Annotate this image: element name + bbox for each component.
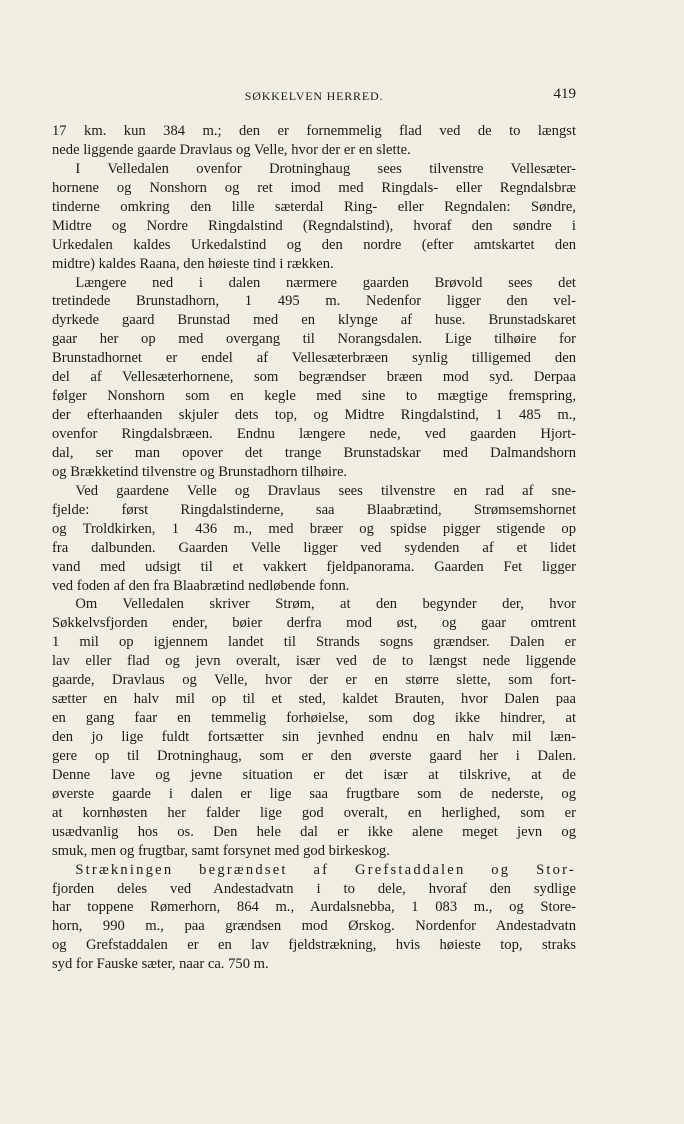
text-line: Brunstadhornet er endel af Vellesæterbræen synlig tilligemed den — [52, 350, 576, 367]
text-line: smuk, men og frugtbar, samt forsynet med god birkeskog. — [52, 842, 390, 859]
text-line: fra dalbunden. Gaarden Velle ligger ved sydenden af et lidet — [52, 539, 576, 556]
text-line: følger Nonshorn som en kegle med sine to mægtige fremspring, — [52, 388, 576, 405]
text-line: vand med udsigt til et vakkert fjeldpanorama. Gaarden Fet ligger — [52, 558, 576, 575]
text-line: Om Velledalen skriver Strøm, at den begynder der, hvor — [75, 596, 576, 613]
text-line: og Troldkirken, 1 436 m., med bræer og spidse pigger stigende op — [52, 520, 576, 537]
page-header — [52, 86, 576, 108]
text-line: fjorden deles ved Andestadvatn i to dele, hvoraf den sydlige — [52, 880, 576, 897]
text-line: lav eller flad og jevn overalt, især ved de to længst nede liggende — [52, 653, 576, 670]
text-line: ved foden af den fra Blaabrætind nedløbende fonn. — [52, 577, 350, 594]
text-line: Denne lave og jevne situation er det især at tilskrive, at de — [52, 766, 576, 783]
page-number: 419 — [553, 86, 576, 102]
text-line: Midtre og Nordre Ringdalstind (Regndalstind), hvoraf den søndre i — [52, 217, 576, 234]
text-line: I Velledalen ovenfor Drotninghaug sees tilvenstre Vellesæter- — [75, 160, 576, 177]
running-title: SØKKELVEN HERRED. — [244, 89, 384, 103]
text-line: syd for Fauske sæter, naar ca. 750 m. — [52, 956, 269, 973]
text-line: Urkedalen kaldes Urkedalstind og den nordre (efter amtskartet den — [52, 236, 576, 253]
text-line: og Grefstaddalen er en lav fjeldstrækning, hvis høieste top, straks — [52, 937, 576, 954]
text-line: hornene og Nonshorn og ret imod med Ringdals- eller Regndalsbræ — [52, 179, 576, 196]
text-line: tretindede Brunstadhorn, 1 495 m. Nedenfor ligger den vel- — [52, 293, 576, 310]
text-line: dal, ser man opover det trange Brunstadskar med Dalmandshorn — [52, 444, 576, 461]
text-line: der efterhaanden skjuler dets top, og Midtre Ringdalstind, 1 485 m., — [52, 407, 576, 424]
text-line: midtre) kaldes Raana, den høieste tind i rækken. — [52, 255, 334, 272]
text-line: sætter en halv mil op til et sted, kaldet Brauten, hvor Dalen paa — [52, 691, 576, 708]
text-line: dyrkede gaard Brunstad med en klynge af huse. Brunstadskaret — [52, 312, 576, 329]
text-line: gaar her op med overgang til Norangsdalen. Lige tilhøire for — [52, 331, 576, 348]
body-text — [52, 122, 576, 974]
text-line: øverste gaarde i dalen er lige saa frugtbare som de nederste, og — [52, 785, 576, 802]
text-line: den jo lige fuldt fortsætter sin jevnhed endnu en halv mil læn- — [52, 729, 576, 745]
text-line: Strækningen begrændset af Grefstaddalen og Stor- — [75, 861, 576, 878]
text-line: gere op til Drotninghaug, som er den øverste gaard her i Dalen. — [52, 747, 576, 764]
text-line: Længere ned i dalen nærmere gaarden Brøvold sees det — [75, 274, 576, 291]
text-line: at kornhøsten her falder lige god overalt, en herlighed, som er — [52, 804, 576, 821]
text-line: nede liggende gaarde Dravlaus og Velle, hvor der er en slette. — [52, 141, 411, 158]
text-line: usædvanlig hos os. Den hele dal er ikke alene meget jevn og — [52, 823, 576, 840]
text-line: del af Vellesæterhornene, som begrændser bræen mod syd. Derpaa — [52, 369, 576, 386]
text-line: og Brækketind tilvenstre og Brunstadhorn tilhøire. — [52, 463, 348, 480]
text-line: gaarde, Dravlaus og Velle, hvor der er en større slette, som fort- — [52, 672, 576, 689]
text-line: Ved gaardene Velle og Dravlaus sees tilvenstre en rad af sne- — [75, 482, 576, 499]
text-line: en gang faar en temmelig forhøielse, som dog ikke hindrer, at — [52, 710, 576, 727]
text-line: horn, 990 m., paa grændsen mod Ørskog. Nordenfor Andestadvatn — [52, 918, 576, 935]
text-line: tinderne omkring den lille sæterdal Ring- eller Regndalen: Søndre, — [52, 198, 576, 215]
text-line: ovenfor Ringdalsbræen. Endnu længere nede, ved gaarden Hjort- — [52, 426, 576, 442]
text-line: fjelde: først Ringdalstinderne, saa Blaabrætind, Strømsemshornet — [52, 501, 576, 518]
text-line: 17 km. kun 384 m.; den er fornemmelig flad ved de to længst — [52, 123, 576, 139]
text-line: 1 mil op igjennem landet til Strands sogns grændser. Dalen er — [52, 634, 576, 651]
text-line: har toppene Rømerhorn, 864 m., Aurdalsnebba, 1 083 m., og Store- — [52, 899, 576, 916]
text-line: Søkkelvsfjorden ender, bøier derfra mod øst, og gaar omtrent — [52, 615, 576, 632]
